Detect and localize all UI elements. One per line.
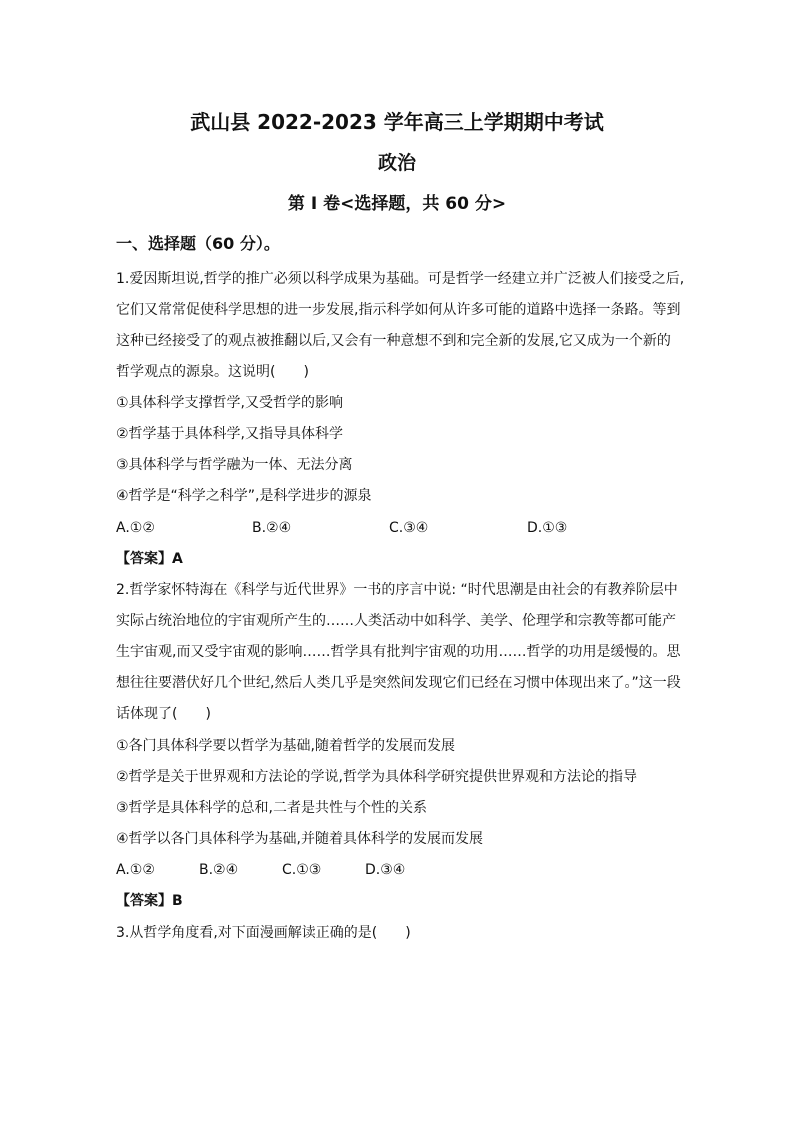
question-2-statement: ①各门具体科学要以哲学为基础,随着哲学的发展而发展 xyxy=(116,738,455,754)
option-b: B.②④ xyxy=(199,862,239,878)
question-2-stem-line: 生宇宙观,而又受宇宙观的影响……哲学具有批判宇宙观的功用……哲学的功用是缓慢的。思 xyxy=(116,644,681,660)
option-b: B.②④ xyxy=(252,520,292,536)
question-1-stem-line: 哲学观点的源泉。这说明( ) xyxy=(116,364,309,380)
question-1-stem-line: 它们又常常促使科学思想的进一步发展,指示科学如何从许多可能的道路中选择一条路。等到 xyxy=(116,302,681,318)
option-c: C.①③ xyxy=(282,862,322,878)
question-1-stem-line: 这种已经接受了的观点被推翻以后,又会有一种意想不到和完全新的发展,它又成为一个新的 xyxy=(116,333,671,349)
question-1-statement: ③具体科学与哲学融为一体、无法分离 xyxy=(116,457,353,473)
option-a: A.①② xyxy=(116,520,155,536)
question-2-stem-line: 2.哲学家怀特海在《科学与近代世界》一书的序言中说: “时代思潮是由社会的有教养阶层中 xyxy=(116,582,678,598)
question-1-stem-line: 1.爱因斯坦说,哲学的推广必须以科学成果为基础。可是哲学一经建立并广泛被人们接受之后, xyxy=(116,271,685,287)
subject-title: 政治 xyxy=(377,152,416,174)
section-heading: 一、选择题（60 分）。 xyxy=(116,234,280,253)
question-3-stem-line: 3.从哲学角度看,对下面漫画解读正确的是( ) xyxy=(116,925,411,941)
exam-title: 武山县 2022-2023 学年高三上学期期中考试 xyxy=(190,110,604,134)
question-2-statement: ④哲学以各门具体科学为基础,并随着具体科学的发展而发展 xyxy=(116,831,483,847)
question-2-stem-line: 想往往要潜伏好几个世纪,然后人类几乎是突然间发现它们已经在习惯中体现出来了。”这一段 xyxy=(116,675,681,691)
option-d: D.③④ xyxy=(365,862,406,878)
option-d: D.①③ xyxy=(527,520,568,536)
question-2-statement: ②哲学是关于世界观和方法论的学说,哲学为具体科学研究提供世界观和方法论的指导 xyxy=(116,769,637,785)
question-2-answer: 【答案】B xyxy=(116,893,183,909)
question-1-options xyxy=(116,518,684,538)
option-a: A.①② xyxy=(116,862,155,878)
part-title: 第 I 卷<选择题，共 60 分> xyxy=(287,194,507,214)
question-2-statement: ③哲学是具体科学的总和,二者是共性与个性的关系 xyxy=(116,800,427,816)
option-c: C.③④ xyxy=(389,520,429,536)
question-1-answer: 【答案】A xyxy=(116,551,183,567)
question-1-statement: ④哲学是“科学之科学”,是科学进步的源泉 xyxy=(116,488,372,504)
question-2-stem-line: 话体现了( ) xyxy=(116,706,211,722)
question-1-statement: ①具体科学支撑哲学,又受哲学的影响 xyxy=(116,395,344,411)
question-2-options xyxy=(116,860,684,880)
question-1-statement: ②哲学基于具体科学,又指导具体科学 xyxy=(116,426,344,442)
question-2-stem-line: 实际占统治地位的宇宙观所产生的……人类活动中如科学、美学、伦理学和宗教等都可能产 xyxy=(116,613,676,629)
